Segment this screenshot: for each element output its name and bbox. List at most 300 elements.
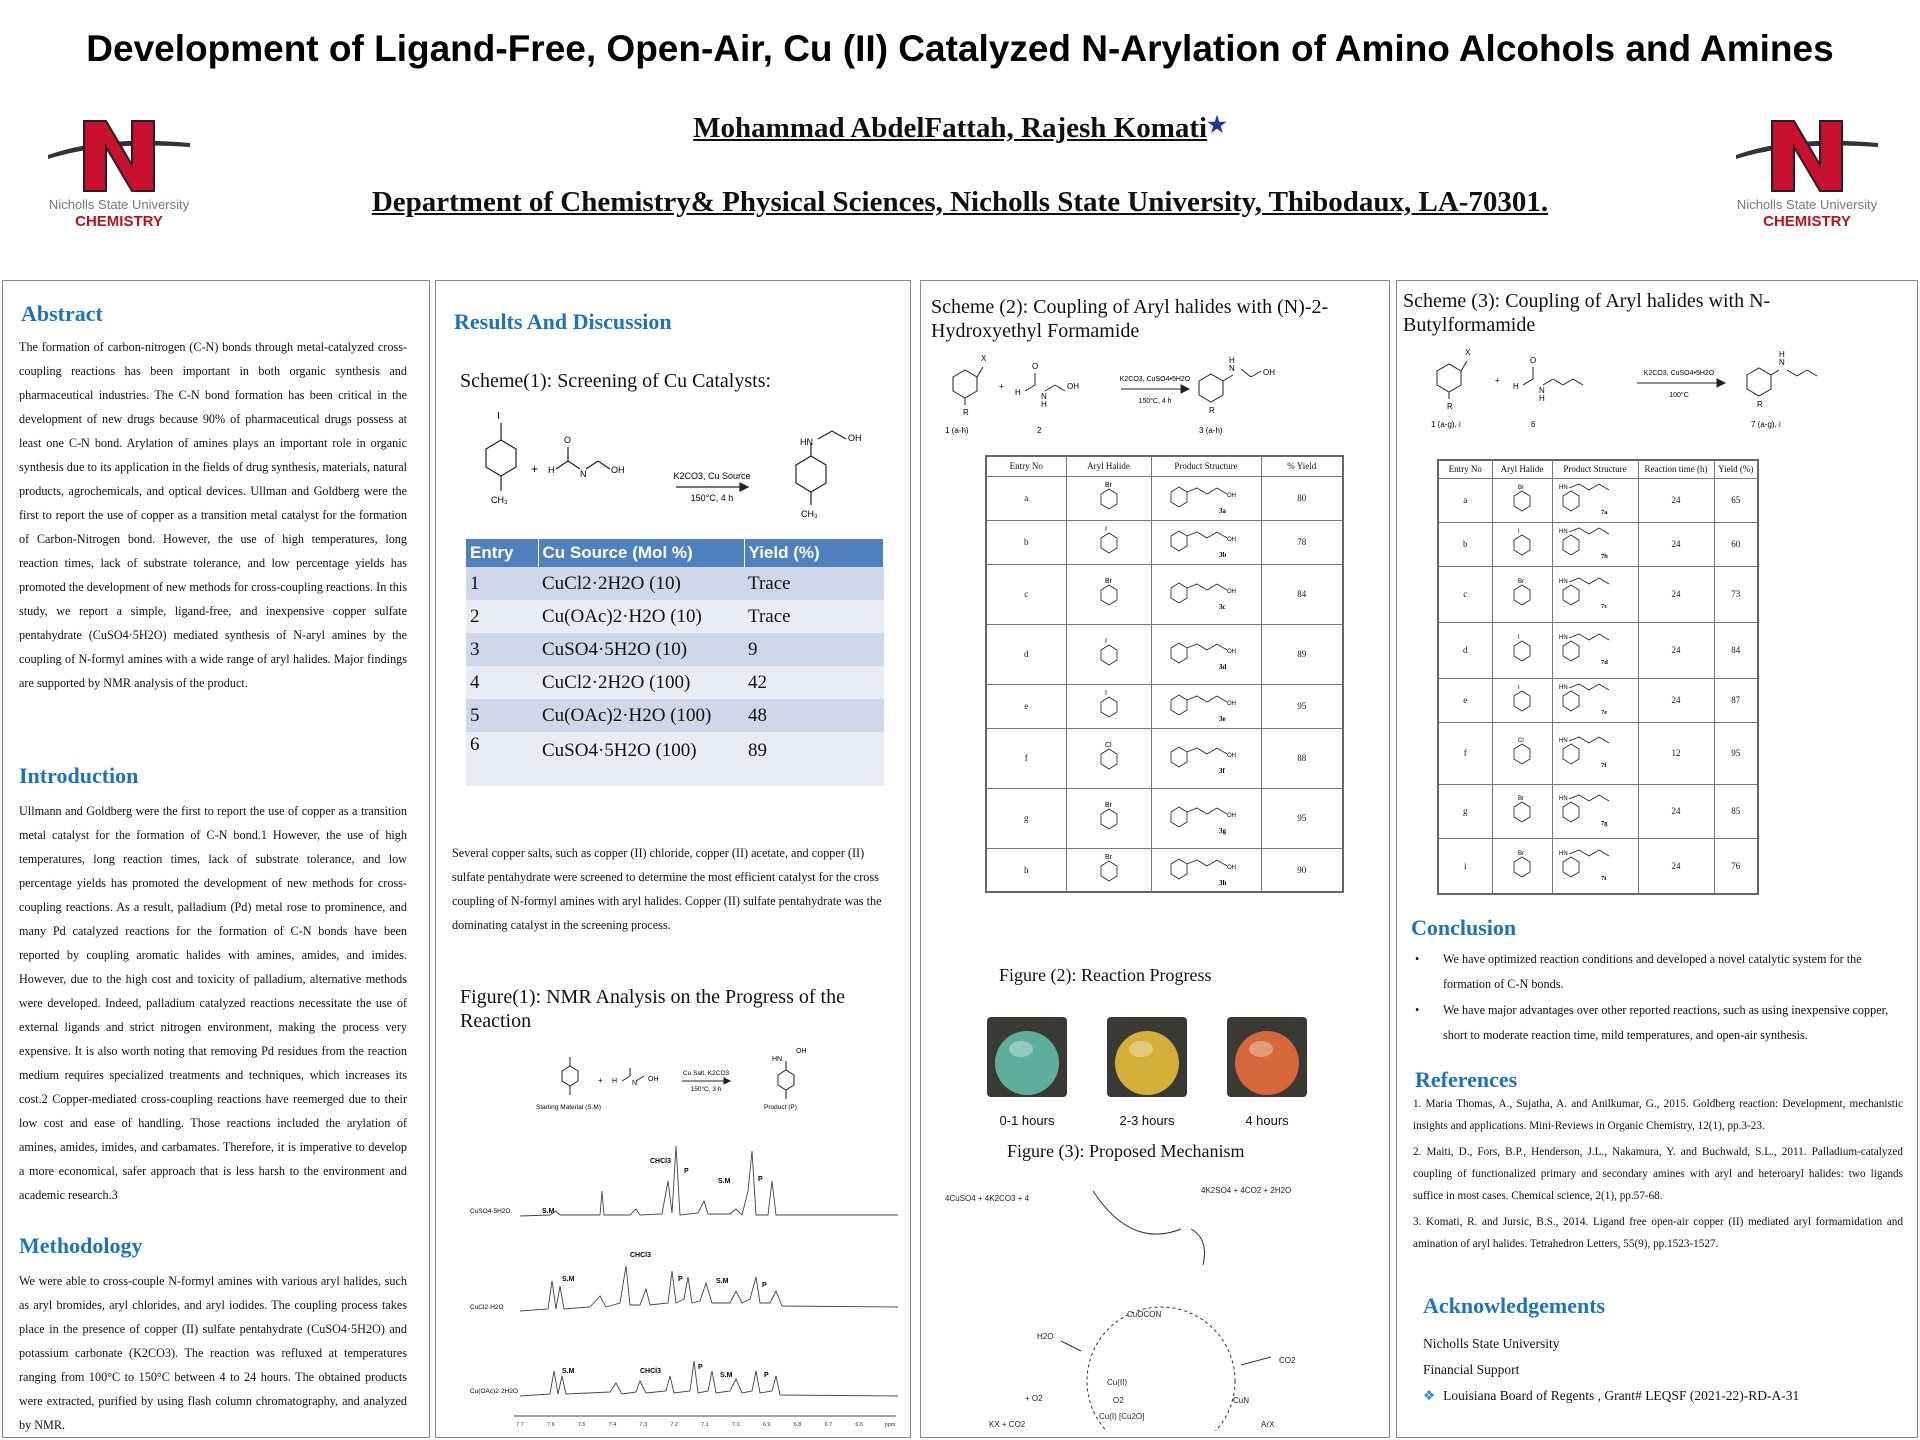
scheme1-conditions: 150°C, 4 h [690,493,734,503]
svg-text:I: I [1104,690,1107,697]
mech-label: H2O [1037,1332,1054,1341]
table-row [466,699,884,732]
svg-text:HN: HN [1559,579,1568,585]
table-row [1438,678,1758,722]
mech-label: CuOCON [1127,1310,1162,1319]
cell-time: 24 [1638,784,1714,838]
svg-text:7i: 7i [1601,874,1607,882]
figure3-title: Figure (3): Proposed Mechanism [1007,1141,1245,1161]
diamond-icon: ❖ [1423,1388,1436,1403]
scheme3-reaction [1417,341,1897,441]
nicholls-logo-left [44,115,194,233]
logo-department: CHEMISTRY [1763,213,1851,230]
cell-halide [1066,728,1151,788]
flask-photo [1227,1017,1307,1097]
ack-grant [1423,1383,1799,1409]
svg-text:Br: Br [1518,796,1524,802]
cell-yield: 89 [744,732,884,786]
svg-text:R: R [1209,406,1215,415]
nmr-starting-label: Starting Material (S.M) [536,1104,602,1111]
svg-text:OH: OH [1227,701,1236,707]
cell-entry: g [1438,784,1492,838]
cell-yield: Trace [744,600,884,633]
flask-caption: 2-3 hours [1119,1113,1175,1128]
cell-entry: b [1438,522,1492,566]
ack-line: Louisiana Board of Regents , Grant# LEQSF (2021-22)-RD-A-31 [1443,1388,1800,1403]
nmr-axis-tick: 7.7 [516,1422,524,1428]
svg-text:OH: OH [1263,368,1275,377]
cell-product [1552,838,1638,894]
table-row [1438,838,1758,894]
svg-text:OH: OH [1227,649,1236,655]
svg-text:R: R [963,408,969,417]
svg-text:OH: OH [1227,864,1236,871]
cell-halide [1492,622,1552,678]
list-item: 2. Maiti, D., Fors, B.P., Henderson, J.L., Nakamura, Y. and Buchwald, S.L., 2011. Palladium-catalyzed coupling of functionalized primary and secondary amines with aryl and heteroaryl halides: two ligands suffice in most cases. Chemical science, 2(1), pp.57-68. [1413,1146,1903,1202]
nmr-axis-tick: 7.3 [639,1422,648,1428]
col-entry: Entry [466,539,538,567]
nmr-trace-1: CuSO4·5H2O [470,1208,511,1215]
table-row [986,728,1343,788]
svg-text:Cl: Cl [1104,742,1112,749]
svg-text:OH: OH [1067,382,1079,391]
cell-product [1552,784,1638,838]
peak-label: CHCl3 [630,1252,652,1259]
col-product: Product Structure [1151,456,1261,476]
cell-time: 24 [1638,838,1714,894]
mech-label: + O2 [1025,1394,1043,1403]
svg-text:H: H [1015,388,1021,397]
conclusion-heading: Conclusion [1411,915,1517,940]
cell-time: 24 [1638,622,1714,678]
svg-text:OH: OH [848,433,862,443]
list-item: 1. Maria Thomas, A., Sujatha, A. and Anilkumar, G., 2015. Goldberg reaction: Development, mechanistic insights and applications. Mini-Reviews in Organic Chemistry, 12(1), pp.3-23. [1413,1098,1903,1132]
svg-text:HN: HN [1559,850,1568,857]
cell-product [1151,476,1261,520]
nmr-axis-tick: 7.5 [577,1422,586,1428]
cell-yield: 95 [1261,684,1343,728]
table-row [986,564,1343,624]
svg-text:H: H [1229,356,1235,365]
cell-yield: 95 [1714,722,1758,784]
table-row [1438,478,1758,522]
acknowledgements-text [1423,1331,1799,1409]
cell-product [1151,728,1261,788]
mechanism-diagram [941,1169,1361,1431]
svg-text:HN: HN [772,1056,783,1063]
nmr-axis-tick: ppm [884,1422,896,1428]
cell-product [1552,622,1638,678]
svg-text:Br: Br [1104,482,1112,489]
scheme3-table [1437,459,1759,895]
cell-source: CuCl2·2H2O (10) [538,567,744,600]
cell-product [1552,566,1638,622]
svg-text:OH: OH [611,465,625,475]
cell-entry: d [986,624,1066,684]
svg-text:3e: 3e [1219,715,1226,723]
svg-text:R: R [1757,400,1763,409]
col-yield: Yield (%) [744,539,884,567]
col-yield: % Yield [1261,456,1343,476]
flask-caption: 0-1 hours [999,1113,1055,1128]
table-row [466,633,884,666]
cell-yield: 85 [1714,784,1758,838]
nmr-axis-tick: 7.1 [701,1422,709,1428]
cell-yield: 80 [1261,476,1343,520]
peak-label: P [758,1176,763,1183]
cell-source: CuSO4·5H2O (10) [538,633,744,666]
peak-label: P [678,1276,683,1283]
cell-product [1151,788,1261,848]
logo-department: CHEMISTRY [75,213,163,230]
mech-left-eq: 4CuSO4 + 4K2CO3 + 4 [945,1194,1030,1203]
cell-yield: 87 [1714,678,1758,722]
table-row [986,684,1343,728]
table-row [986,624,1343,684]
cell-source: CuSO4·5H2O (100) [538,732,744,786]
cell-source: Cu(OAc)2·H2O (10) [538,600,744,633]
table-row [1438,566,1758,622]
peak-label: P [698,1364,703,1371]
scheme2-reaction [943,347,1373,447]
svg-text:OH: OH [1227,753,1236,759]
svg-text:Br: Br [1104,802,1112,809]
cell-product [1552,722,1638,784]
department: Department of Chemistry& Physical Sciences, Nicholls State University, Thibodaux, LA-70301. [371,186,1549,218]
svg-text:H: H [1041,400,1047,409]
svg-text:I: I [497,411,500,422]
scheme1-plus: + [531,462,539,476]
svg-text:+: + [598,1076,603,1085]
cell-product [1151,684,1261,728]
scheme2-reagents: K2CO3, CuSO4•5H2O [1119,376,1191,383]
svg-text:H: H [1513,382,1519,391]
cell-entry: b [986,520,1066,564]
cell-entry: 6 [466,732,538,786]
cell-yield: 60 [1714,522,1758,566]
cell-yield: 90 [1261,848,1343,892]
svg-text:N: N [580,469,587,479]
svg-text:OH: OH [1227,589,1236,595]
col-entry: Entry No [1438,460,1492,478]
cell-entry: i [1438,838,1492,894]
svg-text:3b: 3b [1219,551,1227,559]
col-aryl-halide: Aryl Halide [1066,456,1151,476]
conclusion-list [1411,947,1897,1049]
col-yield: Yield (%) [1714,460,1758,478]
cell-yield: 89 [1261,624,1343,684]
cu-screening-table [466,539,884,786]
scheme3-label1: 1 (a-g), i [1431,420,1461,429]
mech-label: CO2 [1279,1356,1296,1365]
svg-text:OH: OH [648,1076,659,1083]
nmr-product-label: Product (P) [764,1104,797,1111]
flask-liquid [1115,1031,1179,1095]
cell-halide [1066,848,1151,892]
cell-halide [1492,678,1552,722]
cell-entry: f [1438,722,1492,784]
nmr-axis-tick: 7.4 [608,1422,617,1428]
peak-label: S.M [720,1372,733,1379]
svg-text:7b: 7b [1601,553,1608,560]
panel-results [435,280,911,1438]
cell-product [1151,624,1261,684]
scheme3-reagents: K2CO3, CuSO4•5H2O [1643,370,1715,377]
svg-text:I: I [1104,526,1107,533]
svg-text:I: I [1518,685,1520,691]
svg-text:3h: 3h [1219,878,1227,887]
svg-text:O: O [564,435,572,445]
abstract-text: The formation of carbon-nitrogen (C-N) bonds through metal-catalyzed cross-coupling reactions has been important in both organic synthesis and pharmaceutical industries. The C-N bond formation has been critical in the development of new drugs because 90% of pharmaceutical drugs possess at least one C-N bond. Arylation of amines plays an important role in organic synthesis due to its application in the fields of drug synthesis, materials, natural products, agrochemicals, and optical devices. Ullman and Goldberg were the first to report the use of copper as a transition metal catalyst for the formation of Carbon-Nitrogen bond. However, the use of high temperatures, long reaction times, lack of substrate tolerance, and low percentage yields has promoted the development of new methods for cross-coupling reactions. In this study, we report a simple, ligand-free, and inexpensive copper sulfate pentahydrate (CuSO4·5H2O) mediated synthesis of N-aryl amines by the coupling of N-formyl amines with a wide range of aryl halides. Major findings are supported by NMR analysis of the product. [19,340,407,690]
cell-entry: 5 [466,699,538,732]
cell-entry: a [1438,478,1492,522]
svg-text:N: N [1779,358,1785,367]
svg-text:3g: 3g [1219,827,1226,835]
mech-label: O2 [1113,1396,1124,1405]
flask-liquid [1235,1031,1299,1095]
results-heading: Results And Discussion [454,309,672,334]
cell-halide [1066,564,1151,624]
cell-entry: a [986,476,1066,520]
cell-halide [1066,520,1151,564]
svg-text:+: + [999,382,1004,391]
methodology-heading: Methodology [19,1233,143,1258]
scheme1-reagents: K2CO3, Cu Source [673,471,751,481]
results-text: Several copper salts, such as copper (II) chloride, copper (II) acetate, and copper (II) sulfate pentahydrate were screened to determine the most efficient catalyst for the cross coupling of N-formyl amines with aryl halides. Copper (II) sulfate pentahydrate was the dominating catalyst in the screening process. [452,846,882,932]
introduction-text: Ullmann and Goldberg were the first to report the use of copper as a transition metal catalyst for the formation of C-N bond.1 However, the use of high temperatures, long reaction times, lack of substrate tolerance, and low percentage yields has promoted the development of new methods for cross-coupling reactions. As a result, palladium (Pd) metal rose to prominence, and many Pd catalyzed reactions for the formation of C-N bonds have been reported by coupling aromatic halides with amines, amides, and imides. However, due to the high cost and toxicity of palladium, alternative methods were developed. Indeed, palladium catalyzed reactions necessitate the use of external ligands and strict nitrogen environment, making the process very expensive. It is also worth noting that removing Pd residues from the reaction medium requires specialized treatments and techniques, which increases its cost.2 Copper-mediated cross-coupling reactions have reemerged due to their low cost and ease of handling. Those reactions included the arylation of amines, amides, imides, and carbamates. Therefore, it is imperative to develop a more economical, safer approach that is less harsh to the environment and academic research.3 [19,804,407,1202]
scheme3-label2: 6 [1531,420,1536,429]
cell-halide [1066,624,1151,684]
svg-text:X: X [981,354,987,363]
col-time: Reaction time (h) [1638,460,1714,478]
panel-scheme2 [920,280,1390,1438]
cell-yield: 73 [1714,566,1758,622]
cell-entry: e [1438,678,1492,722]
cell-time: 12 [1638,722,1714,784]
svg-text:HN: HN [1559,485,1568,491]
flask-photo [1107,1017,1187,1097]
svg-text:R: R [1447,402,1453,411]
svg-text:X: X [1465,348,1471,357]
svg-text:OH: OH [1227,493,1236,499]
cell-entry: h [986,848,1066,892]
scheme3-conditions: 100°C [1669,392,1689,399]
nmr-axis-tick: 6.7 [824,1422,833,1428]
svg-text:N: N [1229,364,1235,373]
svg-text:HN: HN [1559,796,1568,802]
table-row [986,520,1343,564]
cell-product [1151,564,1261,624]
peak-label: S.M [718,1178,731,1185]
author-names: Mohammad AbdelFattah, Rajesh Komati [693,112,1208,144]
scheme2-label1: 1 (a-h) [945,426,969,435]
table-row [986,848,1343,892]
svg-text:HN: HN [1559,738,1568,744]
svg-text:3a: 3a [1219,507,1226,515]
nmr-conditions: 150°C, 3 h [690,1086,722,1093]
mech-label: CuN [1233,1396,1250,1405]
cell-entry: c [1438,566,1492,622]
svg-text:H: H [612,1078,618,1085]
ack-line: Financial Support [1423,1362,1520,1377]
svg-text:H: H [1779,350,1785,359]
star-icon: ★ [1207,112,1227,137]
cell-time: 24 [1638,478,1714,522]
svg-text:3f: 3f [1219,767,1225,775]
svg-text:HN: HN [1559,635,1568,641]
authors [0,112,1920,145]
list-item: 3. Komati, R. and Jursic, B.S., 2014. Ligand free open-air copper (II) mediated aryl formamidation and amination of aryl halides. Tetrahedron Letters, 55(9), pp.1523-1527. [1413,1216,1903,1250]
panel-scheme3-conclusion [1396,280,1918,1438]
scheme1-reaction [456,399,896,529]
cell-time: 24 [1638,566,1714,622]
peak-label: S.M [562,1276,575,1283]
cell-yield: 76 [1714,838,1758,894]
figure2-title: Figure (2): Reaction Progress [999,965,1212,985]
scheme2-label3: 3 (a-h) [1199,426,1223,435]
cell-yield: Trace [744,567,884,600]
scheme1-title: Scheme(1): Screening of Cu Catalysts: [460,370,772,392]
svg-text:7d: 7d [1601,659,1608,666]
logo-graphic [1732,115,1882,197]
peak-label: P [764,1372,769,1379]
cell-halide [1492,722,1552,784]
flask-liquid [995,1031,1059,1095]
svg-text:H: H [548,465,555,475]
cell-product [1552,522,1638,566]
cell-halide [1066,476,1151,520]
svg-text:7f: 7f [1601,762,1607,769]
table-row [1438,784,1758,838]
logo-university: Nicholls State University [1736,197,1878,212]
peak-label: CHCl3 [640,1368,662,1375]
table-row [466,666,884,699]
cell-entry: 4 [466,666,538,699]
cell-entry: e [986,684,1066,728]
ack-line: Nicholls State University [1423,1336,1560,1351]
cell-source: Cu(OAc)2·H2O (100) [538,699,744,732]
svg-text:3c: 3c [1219,603,1226,611]
cell-entry: c [986,564,1066,624]
svg-text:HN: HN [1559,685,1568,691]
nmr-axis-tick: 7.2 [670,1422,678,1428]
cell-entry: f [986,728,1066,788]
svg-text:N: N [1539,386,1545,395]
svg-text:OH: OH [1227,813,1236,819]
svg-text:O: O [1032,362,1039,371]
scheme3-title: Scheme (3): Coupling of Aryl halides with N-Butylformamide [1403,290,1771,336]
svg-text:H: H [1539,394,1545,403]
peak-label: S.M [542,1208,555,1215]
table-row [466,600,884,633]
svg-text:7e: 7e [1601,709,1608,716]
logo-university: Nicholls State University [48,197,190,212]
peak-label: S.M [716,1278,729,1285]
peak-label: P [762,1282,767,1289]
cell-halide [1492,478,1552,522]
nmr-trace-3: Cu(OAc)2·2H2O [470,1388,519,1395]
cell-halide [1492,784,1552,838]
logo-letter: N [118,173,120,174]
peak-label: CHCl3 [650,1158,672,1165]
table-row [986,476,1343,520]
flask-caption: 4 hours [1245,1113,1289,1128]
table-row [466,732,884,786]
cell-yield: 65 [1714,478,1758,522]
col-product: Product Structure [1552,460,1638,478]
logo-graphic [44,115,194,197]
scheme2-conditions: 150°C, 4 h [1138,398,1172,405]
cell-yield: 84 [1714,622,1758,678]
cell-yield: 78 [1261,520,1343,564]
cell-yield: 84 [1261,564,1343,624]
svg-text:Cl: Cl [1518,738,1524,744]
scheme2-table [985,455,1344,893]
svg-text:Br: Br [1104,578,1112,585]
svg-text:HN: HN [1559,529,1568,535]
nmr-trace-2: CuCl2·H2O [470,1304,504,1311]
cell-product [1151,848,1261,892]
table-row [1438,522,1758,566]
svg-text:CH₃: CH₃ [491,495,508,505]
cell-product [1552,678,1638,722]
svg-text:Br: Br [1518,579,1524,585]
nmr-axis-tick: 6.6 [855,1422,863,1428]
cell-yield: 48 [744,699,884,732]
cell-halide [1066,684,1151,728]
nmr-axis-tick: 6.9 [762,1422,771,1428]
svg-text:3d: 3d [1219,663,1227,671]
abstract-heading: Abstract [21,301,103,326]
svg-text:I: I [1518,529,1520,535]
cell-entry: g [986,788,1066,848]
cell-source: CuCl2·2H2O (100) [538,666,744,699]
introduction-heading: Introduction [19,763,139,788]
table-row [986,788,1343,848]
cell-halide [1066,788,1151,848]
scheme2-label2: 2 [1037,426,1042,435]
cell-product [1151,520,1261,564]
mech-right-eq: 4K2SO4 + 4CO2 + 2H2O [1201,1186,1292,1195]
svg-text:N: N [1041,392,1047,401]
cell-halide [1492,522,1552,566]
peak-label: P [684,1168,689,1175]
cell-time: 24 [1638,678,1714,722]
cell-halide [1492,838,1552,894]
cell-entry: 3 [466,633,538,666]
svg-text:OH: OH [1227,537,1236,543]
cell-yield: 9 [744,633,884,666]
table-row [1438,622,1758,678]
svg-text:7a: 7a [1601,509,1608,516]
scheme3-label3: 7 (a-g), i [1751,420,1781,429]
svg-text:HN: HN [800,437,813,447]
nmr-figure [450,1041,900,1431]
cell-yield: 42 [744,666,884,699]
cell-entry: 1 [466,567,538,600]
svg-text:CH₃: CH₃ [801,509,818,519]
panel-abstract-intro-method [2,280,430,1438]
cell-halide [1492,566,1552,622]
acknowledgements-heading: Acknowledgements [1423,1293,1606,1318]
figure1-title: Figure(1): NMR Analysis on the Progress of the Reaction [460,986,845,1032]
cell-yield: 95 [1261,788,1343,848]
list-item: • We have major advantages over other reported reactions, such as using inexpensive copper, short to moderate reaction time, mild temperatures, and open-air synthesis. [1411,998,1897,1048]
svg-text:+: + [1495,376,1500,385]
svg-text:Br: Br [1518,485,1524,491]
list-item: • We have optimized reaction conditions and developed a novel catalytic system for the formation of C-N bonds. [1411,947,1897,997]
svg-text:Br: Br [1518,850,1524,857]
